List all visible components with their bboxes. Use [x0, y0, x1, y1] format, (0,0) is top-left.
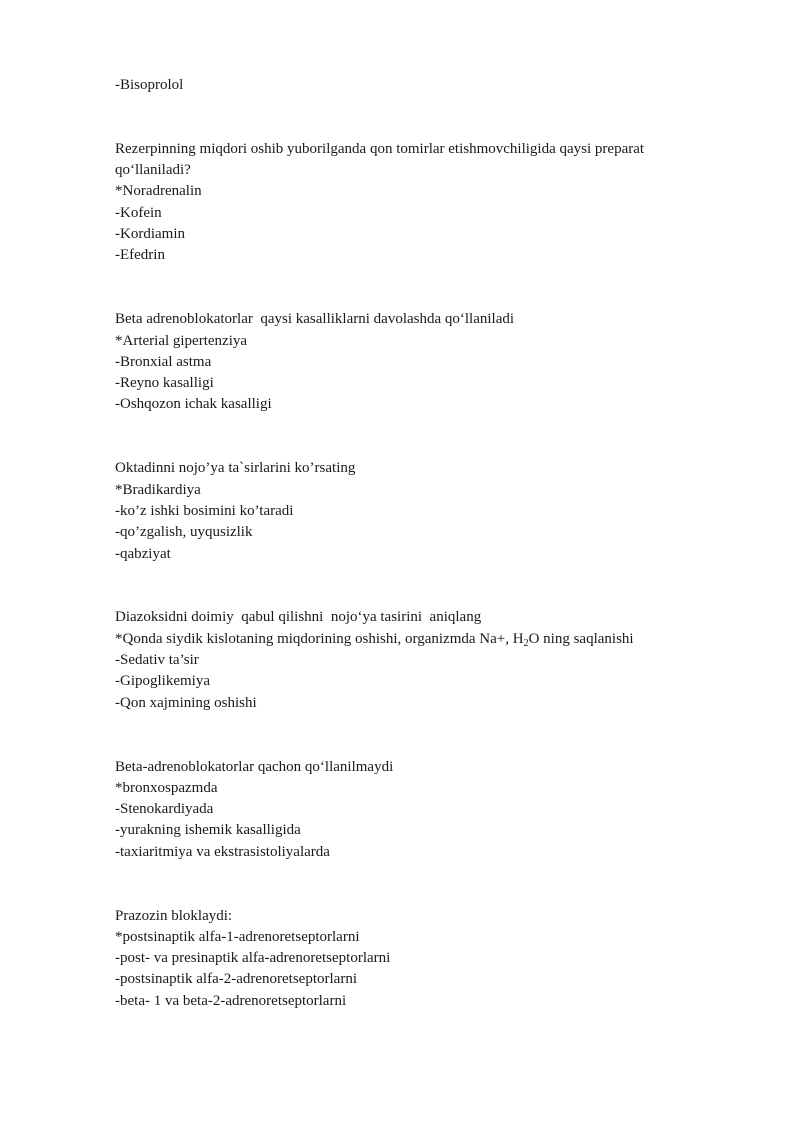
answer-option: -qabziyat [115, 545, 171, 562]
question-block [115, 757, 735, 863]
answer-option: -Oshqozon ichak kasalligi [115, 396, 272, 413]
question-text: Oktadinni nojo’ya ta`sirlarini ko’rsating [115, 460, 356, 477]
answer-option-correct: *bronxospazmda [115, 779, 218, 796]
answer-option-correct: *Bradikardiya [115, 481, 201, 498]
subscript-two: 2 [523, 637, 529, 649]
answer-option-correct: *Noradrenalin [115, 183, 202, 200]
question-text: Beta adrenoblokatorlar qaysi kasalliklarni davolashda qo‘llaniladi [115, 311, 515, 328]
answer-option: -post- va presinaptik alfa-adrenoretseptorlarni [115, 950, 391, 967]
answer-option: -Sedativ ta’sir [115, 652, 199, 669]
spacer [115, 96, 735, 139]
answer-option: -Gipoglikemiya [115, 673, 210, 690]
spacer [115, 416, 735, 459]
spacer [115, 714, 735, 757]
answer-option: -Efedrin [115, 247, 165, 264]
answer-option: -Bisoprolol [115, 77, 184, 93]
answer-option: -beta- 1 va beta-2-adrenoretseptorlarni [115, 992, 347, 1009]
answer-option: -Kofein [115, 204, 162, 221]
question-text: Rezerpinning miqdori oshib yuborilganda qon tomirlar etishmovchiligida qaysi preparat qo‘llaniladi? [115, 140, 645, 179]
question-block [115, 309, 735, 415]
question-block [115, 139, 735, 267]
answer-option: -Bronxial astma [115, 353, 212, 370]
answer-option: -Reyno kasalligi [115, 375, 214, 392]
answer-option-correct [115, 629, 735, 650]
question-block [115, 607, 735, 713]
answer-option: -Stenokardiyada [115, 801, 214, 818]
question-block [115, 458, 735, 564]
answer-option: -ko’z ishki bosimini ko’taradi [115, 502, 294, 519]
answer-text-part: O ning saqlanishi [528, 630, 634, 647]
answer-text-part: *Qonda siydik kislotaning miqdorining oshishi, organizmda Na+, H [115, 630, 524, 647]
answer-option: -taxiaritmiya va ekstrasistoliyalarda [115, 843, 330, 860]
question-text: Diazoksidni doimiy qabul qilishni nojo‘ya tasirini aniqlang [115, 609, 482, 626]
spacer [115, 863, 735, 906]
answer-option: -Kordiamin [115, 226, 185, 243]
answer-option: -yurakning ishemik kasalligida [115, 822, 301, 839]
answer-option: -qo’zgalish, uyqusizlik [115, 524, 253, 541]
question-text: Prazozin bloklaydi: [115, 907, 233, 924]
answer-option-correct: *postsinaptik alfa-1-adrenoretseptorlarni [115, 928, 360, 945]
spacer [115, 267, 735, 310]
answer-option: -postsinaptik alfa-2-adrenoretseptorlarni [115, 971, 357, 988]
question-text: Beta-adrenoblokatorlar qachon qo‘llanilmaydi [115, 758, 394, 775]
document-page [115, 75, 735, 1012]
spacer [115, 565, 735, 608]
question-block [115, 906, 735, 1012]
answer-option: -Qon xajmining oshishi [115, 694, 257, 711]
answer-option-correct: *Arterial gipertenziya [115, 332, 248, 349]
